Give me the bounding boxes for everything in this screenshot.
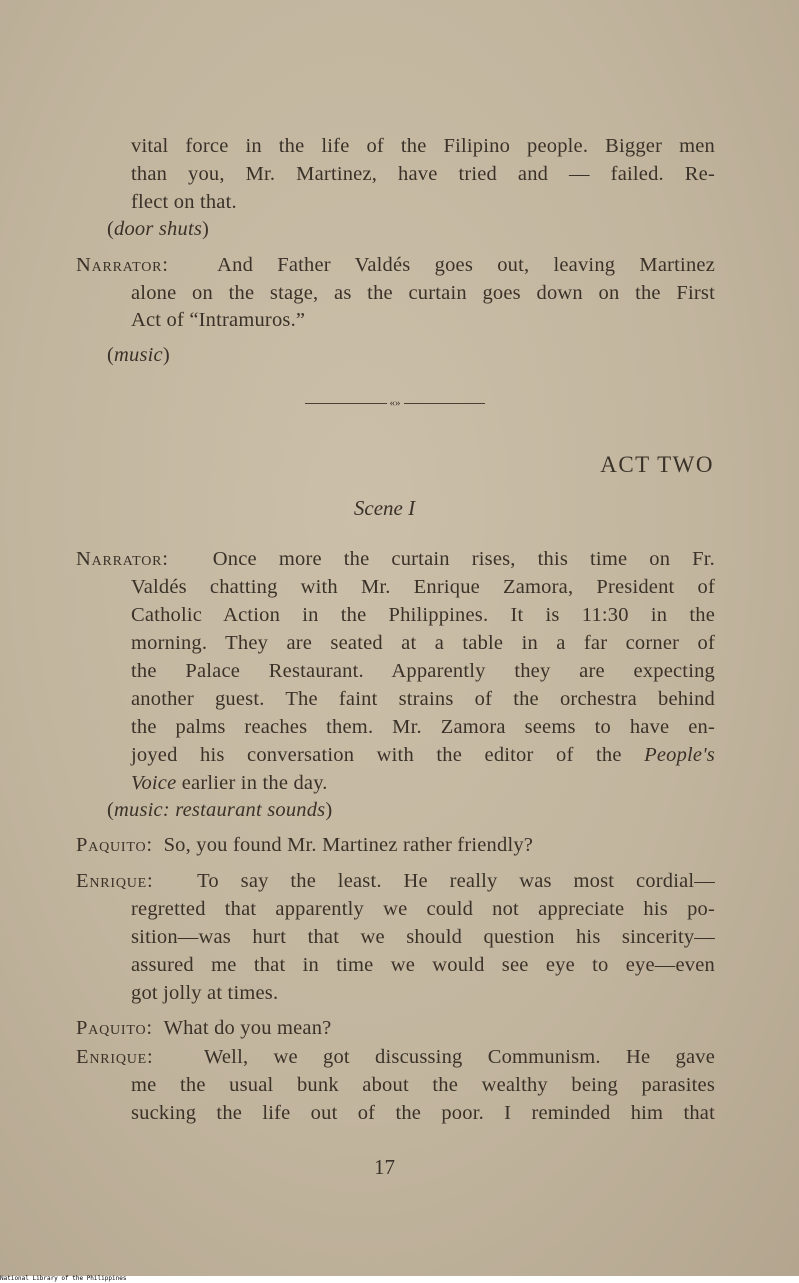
text-line: Voice earlier in the day. [131,772,328,794]
dialogue-line: Enrique: Well, we got discussing Communism. He gave [76,1046,716,1068]
text-line: got jolly at times. [131,982,279,1004]
text-line: me the usual bunk about the wealthy being parasites [131,1074,715,1096]
speaker-name: Narrator: [76,254,169,276]
text-line: regretted that apparently we could not appreciate his po- [131,898,715,920]
text-line: assured me that in time we would see eye to eye—even [131,954,715,976]
speaker-name: Enrique: [76,1046,154,1068]
text-line: Act of “Intramuros.” [131,309,306,331]
text-line: flect on that. [131,191,237,213]
text-line: sition—was hurt that we should question his sincerity— [131,926,715,948]
speaker-name: Paquito: [76,834,153,856]
section-divider [305,396,485,409]
speaker-name: Paquito: [76,1017,153,1039]
dialogue-line: Paquito: What do you mean? [76,1017,332,1039]
page-number: 17 [374,1155,395,1179]
stage-direction: (music: restaurant sounds) [107,799,333,821]
stage-direction: (music) [107,344,170,366]
scene-title: Scene I [353,496,416,520]
text-line: Catholic Action in the Philippines. It is 11:30 in the [131,604,715,626]
text-line: joyed his conversation with the editor of the People's [131,744,715,766]
text-line: Valdés chatting with Mr. Enrique Zamora, President of [131,576,715,598]
act-title: ACT TWO [600,452,714,477]
text-line: the Palace Restaurant. Apparently they are expecting [131,660,715,682]
ornament: «» [389,396,401,409]
dialogue-line: Narrator: Once more the curtain rises, this time on Fr. [76,548,715,570]
dialogue-line: Paquito: So, you found Mr. Martinez rather friendly? [76,834,534,856]
stage-direction: (door shuts) [107,218,210,240]
text-line: another guest. The faint strains of the orchestra behind [131,688,715,710]
text-line: alone on the stage, as the curtain goes down on the First [131,282,715,304]
footer-bar [0,1276,799,1283]
footer-credit: National Library of the Philippines [0,1275,127,1282]
speaker-name: Enrique: [76,870,154,892]
text-line: vital force in the life of the Filipino people. Bigger men [131,135,715,157]
text-line: the palms reaches them. Mr. Zamora seems to have en- [131,716,715,738]
text-line: sucking the life out of the poor. I reminded him that [131,1102,715,1124]
text-line: morning. They are seated at a table in a far corner of [131,632,715,654]
speaker-name: Narrator: [76,548,169,570]
dialogue-line: Enrique: To say the least. He really was most cordial— [76,870,715,892]
dialogue-line: Narrator: And Father Valdés goes out, leaving Martinez [76,254,715,276]
text-line: than you, Mr. Martinez, have tried and — failed. Re- [131,163,715,185]
